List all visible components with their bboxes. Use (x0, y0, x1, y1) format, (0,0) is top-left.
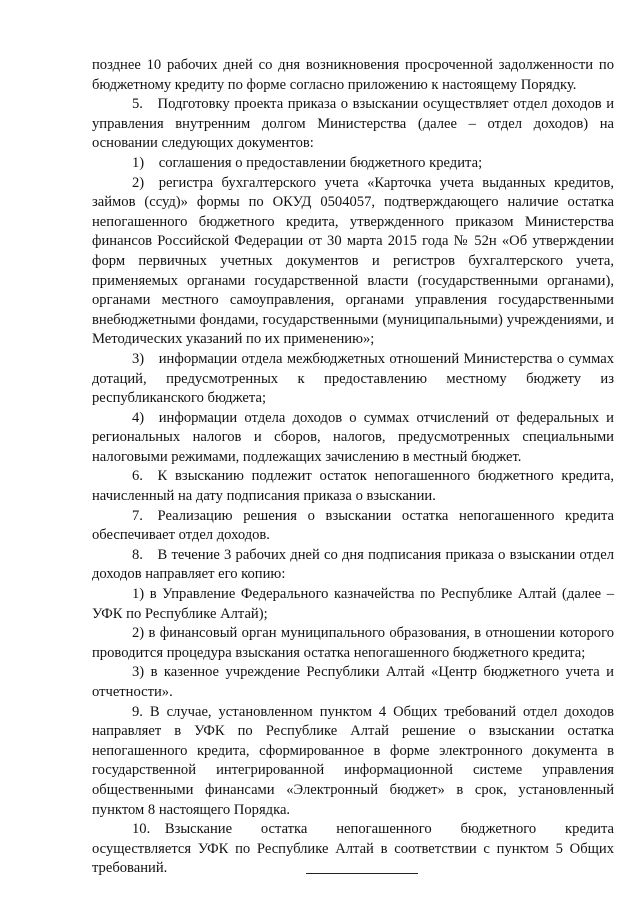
paragraph-9: 9. В случае, установленном пунктом 4 Общих требований отдел доходов направляет в УФК по Республике Алтай решение о взыскании остатка непогашенного кредита, сформированное в форме электронного документа в государственной интегрированной информационной системе управления общественными финансами «Электронный бюджет» в срок, установленный пунктом 8 настоящего Порядка. (92, 703, 614, 818)
paragraph-10: 10. Взыскание остатка непогашенного бюджетного кредита осуществляется УФК по Республике Алтай в соответствии с пунктом 5 Общих требований. (92, 821, 614, 877)
paragraph-continuation: позднее 10 рабочих дней со дня возникновения просроченной задолженности по бюджетному кредиту по форме согласно приложению к настоящему Порядку. (92, 57, 614, 93)
paragraph-7: 7. Реализацию решения о взыскании остатка непогашенного кредита обеспечивает отдел доходов. (92, 507, 614, 544)
paragraph-5-item-4: 4) информации отдела доходов о суммах отчислений от федеральных и региональных налогов и сборов, налогов, предусмотренных специальными налоговыми режимами, подлежащих зачислению в местный бюджет. (92, 409, 614, 465)
paragraph-5-item-2: 2) регистра бухгалтерского учета «Карточка учета выданных кредитов, займов (ссуд)» формы по ОКУД 0504057, подтверждающего наличие остатка непогашенного бюджетного кредита, утвержденного приказом Министерства финансов Российской Федерации от 30 марта 2015 года № 52н «Об утверждении форм первичных учетных документов и регистров бухгалтерского учета, применяемых органами государственной власти (государственными органами), органами местного самоуправления, органами управления государственными внебюджетными фондами, государственными (муниципальными) учреждениями, и Методических указаний по их применению»; (92, 174, 614, 348)
paragraph-5-item-3: 3) информации отдела межбюджетных отношений Министерства о суммах дотаций, предусмотренных к предоставлению местному бюджету из республиканского бюджета; (92, 350, 614, 407)
paragraph-8-item-1: 1) в Управление Федерального казначейства по Республике Алтай (далее – УФК по Республике Алтай); (92, 586, 614, 622)
paragraph-8: 8. В течение 3 рабочих дней со дня подписания приказа о взыскании отдел доходов направляет его копию: (92, 546, 614, 583)
end-rule-divider (306, 873, 418, 874)
paragraph-8-item-3: 3) в казенное учреждение Республики Алтай «Центр бюджетного учета и отчетности». (92, 664, 614, 700)
document-body (92, 56, 614, 879)
paragraph-8-item-2: 2) в финансовый орган муниципального образования, в отношении которого проводится процедура взыскания остатка непогашенного бюджетного кредита; (92, 625, 614, 661)
paragraph-5: 5. Подготовку проекта приказа о взыскании осуществляет отдел доходов и управления внутренним долгом Министерства (далее – отдел доходов) на основании следующих документов: (92, 96, 614, 152)
paragraph-6: 6. К взысканию подлежит остаток непогашенного бюджетного кредита, начисленный на дату подписания приказа о взыскании. (92, 468, 614, 505)
paragraph-5-item-1: 1) соглашения о предоставлении бюджетного кредита; (132, 154, 483, 171)
